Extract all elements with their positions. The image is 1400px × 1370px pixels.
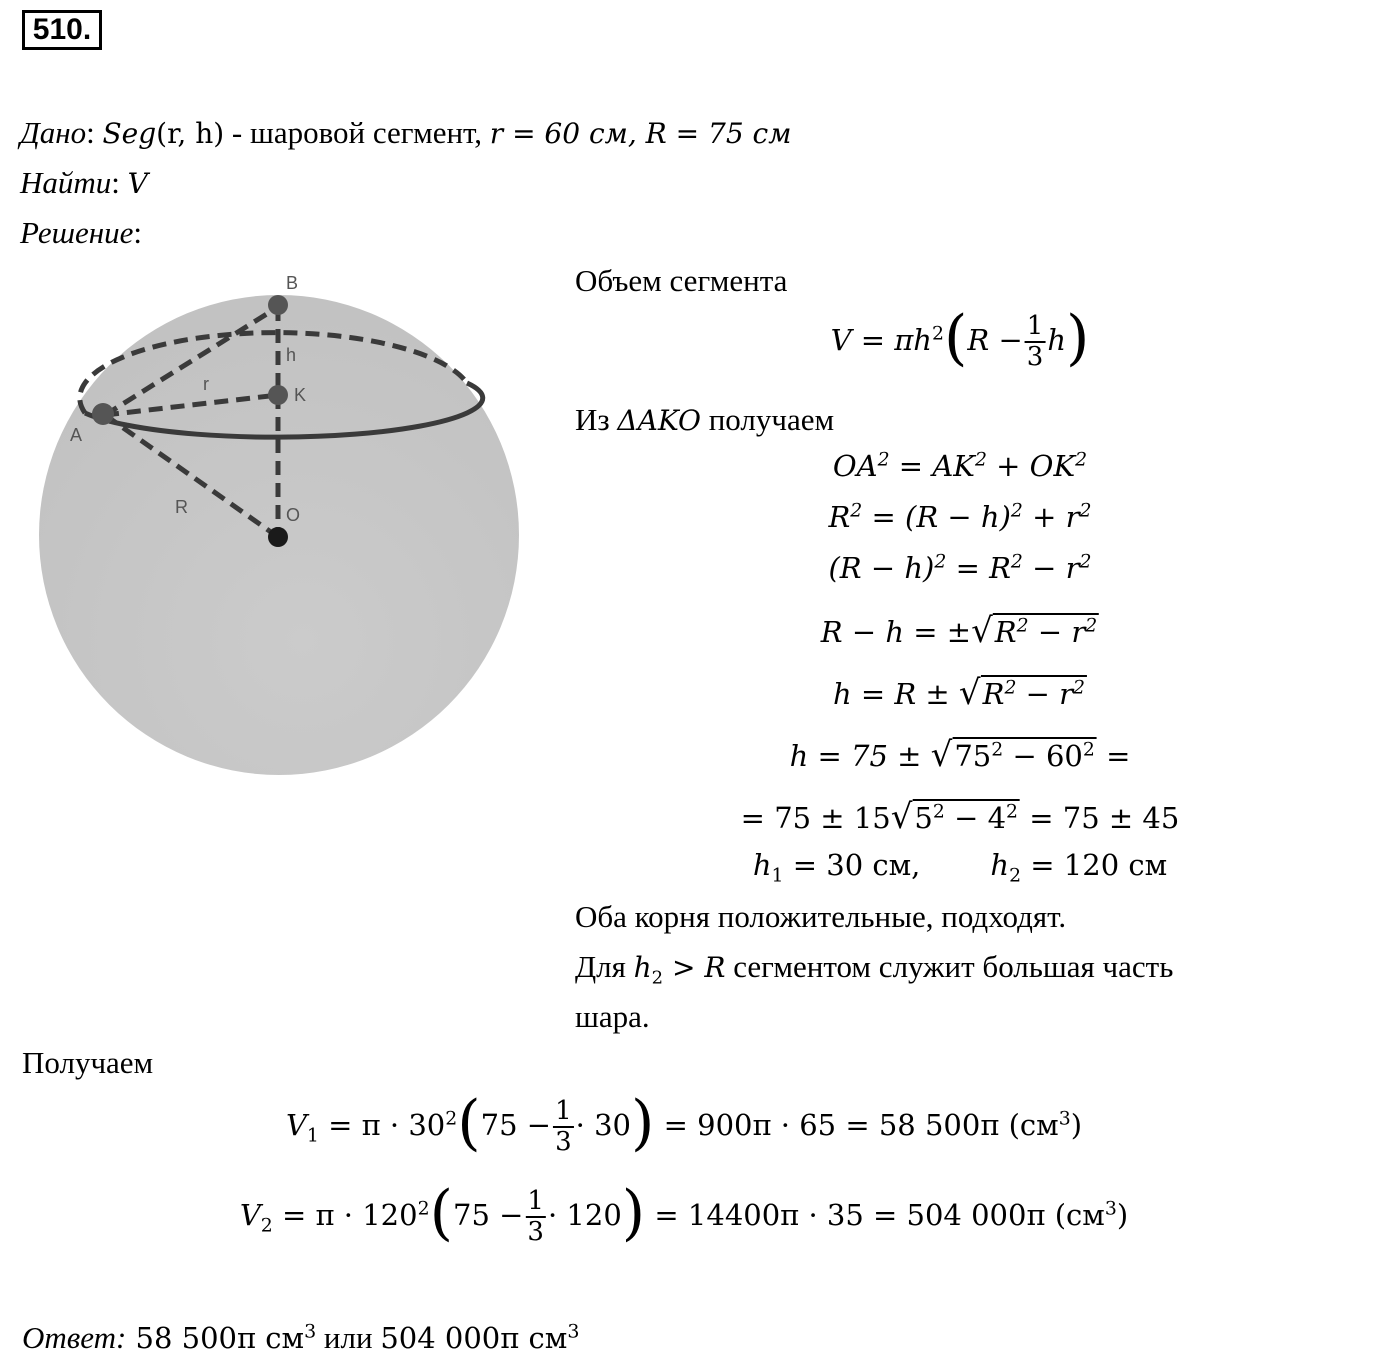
label-r: r [203,374,209,394]
v1-den: 3 [555,1127,572,1157]
eq7-a: = 75 ± 15 [740,801,891,835]
volume-2-equation: $V_2 = \pi \cdot 120^2(75$ − $\frac{1}{3}$ · 120) = 14400π · 35 = 504 000π $(см^3)$ [239,1178,1129,1248]
given-colon: : [86,115,95,150]
find-colon: : [111,165,120,200]
fv-exp: 2 [931,323,944,345]
fv-num: 1 [1026,311,1044,342]
segment-args: (r, h) [156,117,225,150]
note-ball: шара. [575,999,650,1034]
eq6-a: h = 75 ± [789,739,931,773]
answer-or: или [316,1320,381,1355]
eq5-e1: 2 [1004,677,1017,699]
eq3-e3: 2 [1079,551,1092,573]
eq7-tail: = 75 ± 45 [1020,801,1180,835]
eq2-e2: 2 [1010,500,1023,522]
eq3-b: = R [946,551,1011,585]
v2-frac [525,1187,546,1246]
v2-close: ) [1116,1198,1129,1232]
point-O [268,527,288,547]
fv-den: 3 [1026,342,1044,372]
root2-h: h [990,848,1010,882]
v1-in: 75 − [480,1108,552,1142]
eq3-c: − r [1022,551,1080,585]
ft-prefix: Из [575,402,618,437]
point-K [268,385,288,405]
note2-mid: > R [663,951,726,984]
root2-value: = 120 см [1021,848,1168,882]
label-K: K [294,385,307,405]
label-h: h [286,345,297,365]
eq4-e1: 2 [1016,615,1029,637]
solution-line [20,217,142,248]
note2-h: h [633,951,652,984]
formula-segment-volume: $V = \pi h^2(R$ − $\frac{1}{3}$ h) [830,303,1090,373]
eq2-e1: 2 [850,500,863,522]
v1-a: = π · 30 [318,1108,446,1142]
answer-exp2: 3 [567,1320,580,1343]
label-B: B [286,273,299,293]
v2-rhs: = 14400π · 35 = 504 000π (см [645,1198,1105,1232]
root1-sub: 1 [771,865,784,887]
equation-5: $h = R \pm √R^2 - r^2$ [832,673,1086,713]
eq6-e1: 2 [991,739,1004,761]
eq6-radicand [952,737,1097,773]
root2-sub: 2 [1009,865,1022,887]
find-label: Найти [20,165,112,200]
v2-num: 1 [527,1186,544,1217]
eq6-ra: 75 [954,739,992,773]
v2-sub: 2 [260,1215,273,1237]
eq6-e2: 2 [1082,739,1095,761]
fv-frac [1025,312,1046,371]
v1-sub: 1 [306,1125,319,1147]
eq1-c: + OK [986,449,1076,483]
v2-lhs: V [239,1198,261,1232]
sphere-figure [30,265,530,785]
answer-a: 58 500π см [126,1321,305,1355]
solution-label: Решение [20,215,134,250]
answer-label: Ответ: [22,1320,127,1355]
v2-in: 75 − [453,1198,524,1232]
given-label: Дано [20,115,87,150]
eq7-e1: 2 [932,801,945,823]
note-large-part [575,949,1174,989]
fv-R: R − [967,323,1023,357]
v1-rhs: = 900π · 65 = 58 500π (см [654,1108,1059,1142]
equation-1 [832,449,1088,483]
eq3-a: (R − h) [828,551,935,585]
eq1-b: = AK [889,449,975,483]
note2-suffix: сегментом служит большая часть [725,949,1174,984]
eq5-radicand [981,675,1087,711]
eq2-b: = (R − h) [862,500,1011,534]
v1-exp: 2 [445,1108,458,1130]
label-A: A [70,425,83,445]
point-B [268,295,288,315]
eq5-a: h = R ± [832,677,959,711]
note-roots-valid: Оба корня положительные, подходят. [575,899,1067,934]
eq1-a: OA [832,449,878,483]
given-R: R = 75 см [645,117,792,150]
volume-1-equation: $V_1 = \pi \cdot 30^2(75$ − $\frac{1}{3}$ · 30) = 900π · 65 = 58 500π $(см^3)$ [285,1088,1083,1158]
note2-prefix: Для [575,949,634,984]
answer-b: 504 000π см [380,1321,568,1355]
equation-4: $R - h = \pm√R^2 - r^2$ [820,611,1098,651]
find-value: V [127,167,148,200]
v1-frac [553,1097,574,1156]
v2-in2: · 120 [547,1198,622,1232]
v1-close: ) [1070,1108,1083,1142]
equation-2 [828,500,1092,534]
given-line [20,117,791,148]
label-O: O [286,505,301,525]
v2-exp: 2 [417,1198,430,1220]
note2-sub: 2 [651,967,664,989]
triangle-name: ΔAKO [617,404,701,437]
roots-line [752,848,1168,887]
eq5-e2: 2 [1073,677,1086,699]
v2-a: = π · 120 [272,1198,418,1232]
eq1-e3: 2 [1075,449,1088,471]
eq5-ra: R [982,677,1005,711]
eq4-radicand [993,613,1099,649]
eq7-e2: 2 [1006,801,1019,823]
equation-3 [828,551,1092,585]
answer-line [22,1322,579,1353]
eq2-a: R [828,500,851,534]
eq2-c: + r [1022,500,1080,534]
from-triangle-line [575,404,834,435]
v1-num: 1 [555,1096,572,1127]
eq2-e3: 2 [1079,500,1092,522]
answer-exp1: 3 [304,1320,317,1343]
solution-colon: : [133,215,142,250]
label-R: R [175,497,188,517]
point-A [92,403,114,425]
result-label: Получаем [22,1045,154,1080]
eq6-tail: = [1096,739,1131,773]
eq5-rb: − r [1016,677,1074,711]
v1-lhs: V [285,1108,307,1142]
eq3-e2: 2 [1010,551,1023,573]
ft-suffix: получаем [700,402,835,437]
eq4-e2: 2 [1085,615,1098,637]
eq1-e2: 2 [974,449,987,471]
equation-6: $h = 75 \pm √75^2 - 60^2$ = [789,735,1131,775]
equation-7: = $75 \pm 15√5^2 - 4^2 = 75 \pm 45$ [740,797,1180,837]
v2-den: 3 [527,1217,544,1247]
v1-in2: · 30 [575,1108,631,1142]
segment-volume-title: Объем сегмента [575,263,788,298]
root1-h: h [752,848,772,882]
segment-description: - шаровой сегмент, [224,115,490,150]
eq4-rb: − r [1028,615,1086,649]
fv-h: h [1047,323,1067,357]
root1-value: = 30 см, [783,848,921,882]
problem-number: 510. [22,10,102,50]
segment-name: Seg [102,117,157,150]
v1-exp3: 3 [1058,1108,1071,1130]
given-r: r = 60 см, [489,117,646,150]
eq3-e1: 2 [934,551,947,573]
eq7-rb: − 4 [944,801,1007,835]
eq7-ra: 5 [914,801,933,835]
eq1-e1: 2 [877,449,890,471]
v2-exp3: 3 [1104,1198,1117,1220]
eq6-rb: − 60 [1003,739,1083,773]
eq7-radicand [912,799,1020,835]
fv-left: V = πh [830,323,932,357]
eq4-a: R − h = ± [820,615,972,649]
find-line [20,167,148,198]
eq4-ra: R [994,615,1017,649]
